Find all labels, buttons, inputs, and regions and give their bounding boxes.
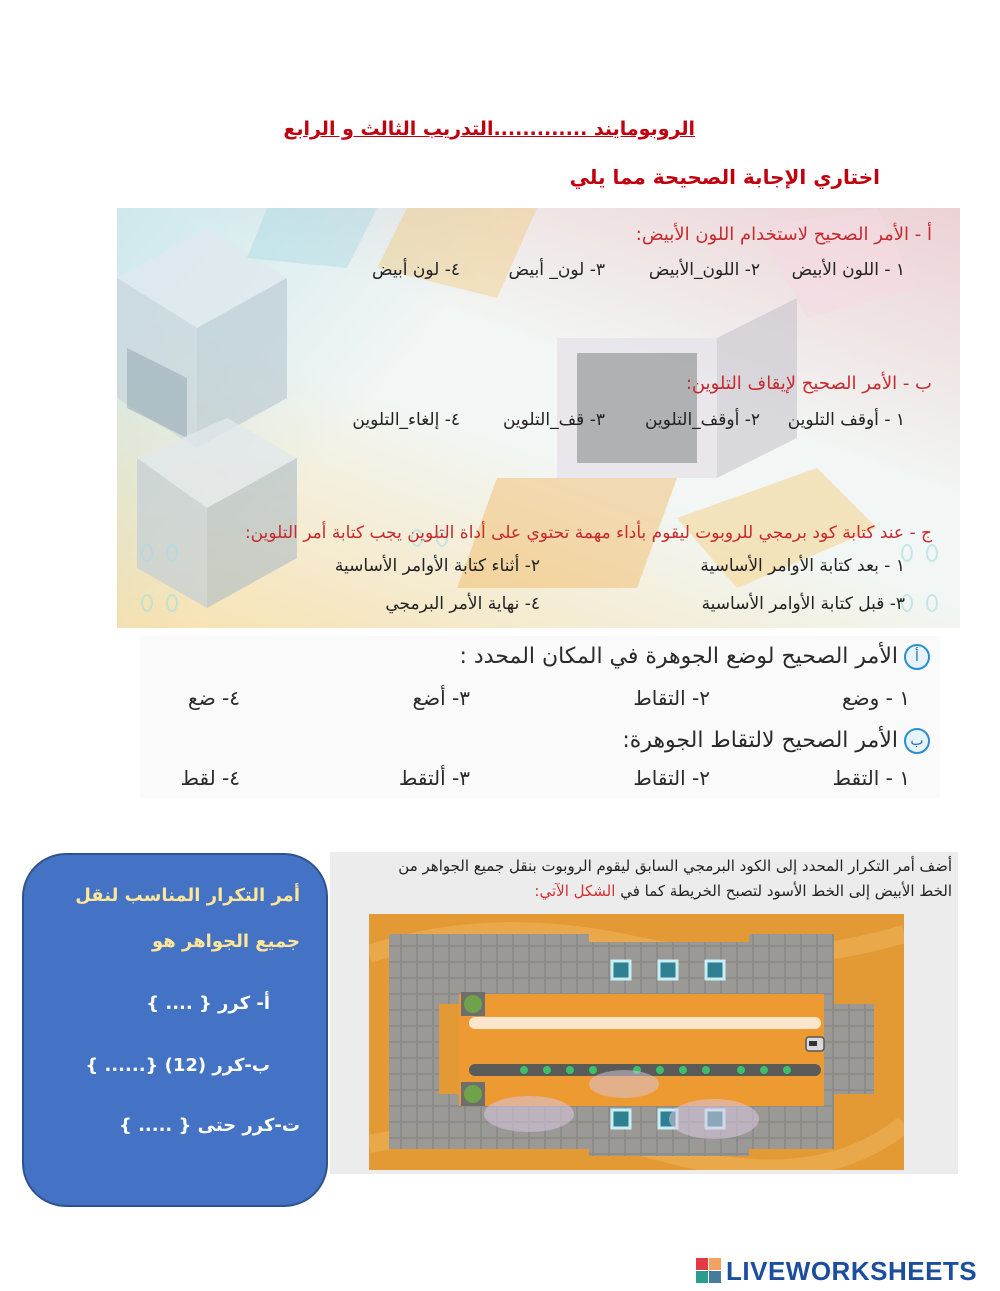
question-a-option-2[interactable]: ٢- اللون_الأبيض [648, 260, 760, 280]
question-b-option-2[interactable]: ٢- أوقف_التلوين [645, 410, 760, 430]
question-a-label: أ - الأمر الصحيح لاستخدام اللون الأبيض: [635, 224, 932, 245]
task-line-2-text: الخط الأبيض إلى الخط الأسود لتصبح الخريطة كما في [620, 882, 952, 900]
question-b-option-4[interactable]: ٤- إلغاء_التلوين [352, 410, 460, 430]
gem-question-b-option-4[interactable]: ٤- لقط [180, 766, 240, 790]
repeat-question-line-1: أمر التكرار المناسب لنقل [75, 885, 300, 906]
repeat-option-b[interactable]: ب-كرر (12) {...... } [85, 1055, 270, 1076]
gem-question-a-option-3[interactable]: ٣- أضع [412, 686, 470, 710]
repeat-option-c[interactable]: ت-كرر حتى { ..... } [118, 1115, 300, 1136]
repeat-question-line-2: جميع الجواهر هو [151, 931, 300, 952]
task-line-2 [342, 879, 952, 904]
question-c-option-1[interactable]: ١ - بعد كتابة الأوامر الأساسية [700, 556, 905, 576]
robot-game-map [369, 914, 904, 1170]
page-title: الروبومايند .............التدريب الثالث و الرابع [283, 118, 695, 140]
task-line-1: أضف أمر التكرار المحدد إلى الكود البرمجي السابق ليقوم الروبوت بنقل جميع الجواهر من [398, 857, 952, 875]
badge-b-icon: ب [904, 728, 930, 754]
question-c-option-3[interactable]: ٣- قبل كتابة الأوامر الأساسية [701, 594, 905, 614]
task-line-2-highlight: الشكل الآتي: [534, 882, 616, 900]
question-a-option-3[interactable]: ٣- لون_ أبيض [508, 260, 605, 280]
gem-questions-panel [140, 636, 940, 798]
gem-question-a-label: الأمر الصحيح لوضع الجوهرة في المكان المحدد : [459, 644, 898, 669]
liveworksheets-logo-text: LIVEWORKSHEETS [726, 1256, 978, 1286]
gem-question-b-label: الأمر الصحيح لالتقاط الجوهرة: [622, 728, 898, 753]
instruction-heading: اختاري الإجابة الصحيحة مما يلي [569, 165, 880, 189]
gem-question-b-option-3[interactable]: ٣- ألتقط [398, 766, 470, 790]
liveworksheets-logo-icon [696, 1258, 722, 1284]
question-c-label: ج - عند كتابة كود برمجي للروبوت ليقوم بأداء مهمة تحتوي على أداة التلوين يجب كتابة أمر التلوين: [244, 523, 932, 543]
gem-question-a-option-1[interactable]: ١ - وضع [842, 686, 910, 710]
task-instruction [342, 854, 952, 904]
gem-question-b-option-2[interactable]: ٢- التقاط [633, 766, 710, 790]
plant-icon-bottom [461, 1082, 485, 1106]
question-b-option-1[interactable]: ١ - أوقف التلوين [787, 410, 905, 430]
question-b-option-3[interactable]: ٣- قف_التلوين [502, 410, 605, 430]
question-b-label: ب - الأمر الصحيح لإيقاف التلوين: [685, 373, 932, 394]
question-a-option-4[interactable]: ٤- لون أبيض [372, 260, 460, 280]
repeat-option-a[interactable]: أ- كرر { .... } [146, 993, 270, 1014]
gem-question-b [622, 728, 930, 754]
badge-a-icon: أ [904, 644, 930, 670]
question-c-option-4[interactable]: ٤- نهاية الأمر البرمجي [385, 594, 540, 614]
wall-top-right [749, 934, 834, 1004]
wall-right [819, 1004, 874, 1094]
white-line [469, 1017, 821, 1029]
robot-icon [806, 1037, 824, 1051]
repeat-question-box [22, 853, 328, 1207]
gem-question-a [460, 644, 930, 670]
gem-slots-top [612, 961, 724, 979]
gem-question-a-option-2[interactable]: ٢- التقاط [633, 686, 710, 710]
map-illustration [369, 914, 904, 1170]
liveworksheets-logo [696, 1256, 996, 1286]
question-c-option-2[interactable]: ٢- أثناء كتابة الأوامر الأساسية [334, 556, 540, 576]
quiz-panel [117, 208, 960, 628]
gem-question-b-option-1[interactable]: ١ - التقط [832, 766, 910, 790]
wall-left [389, 1004, 439, 1094]
question-a-option-1[interactable]: ١ - اللون الأبيض [791, 260, 905, 280]
plant-icon-top [461, 992, 485, 1016]
gem-question-a-option-4[interactable]: ٤- ضع [188, 686, 240, 710]
wall-top-left [389, 934, 589, 1004]
